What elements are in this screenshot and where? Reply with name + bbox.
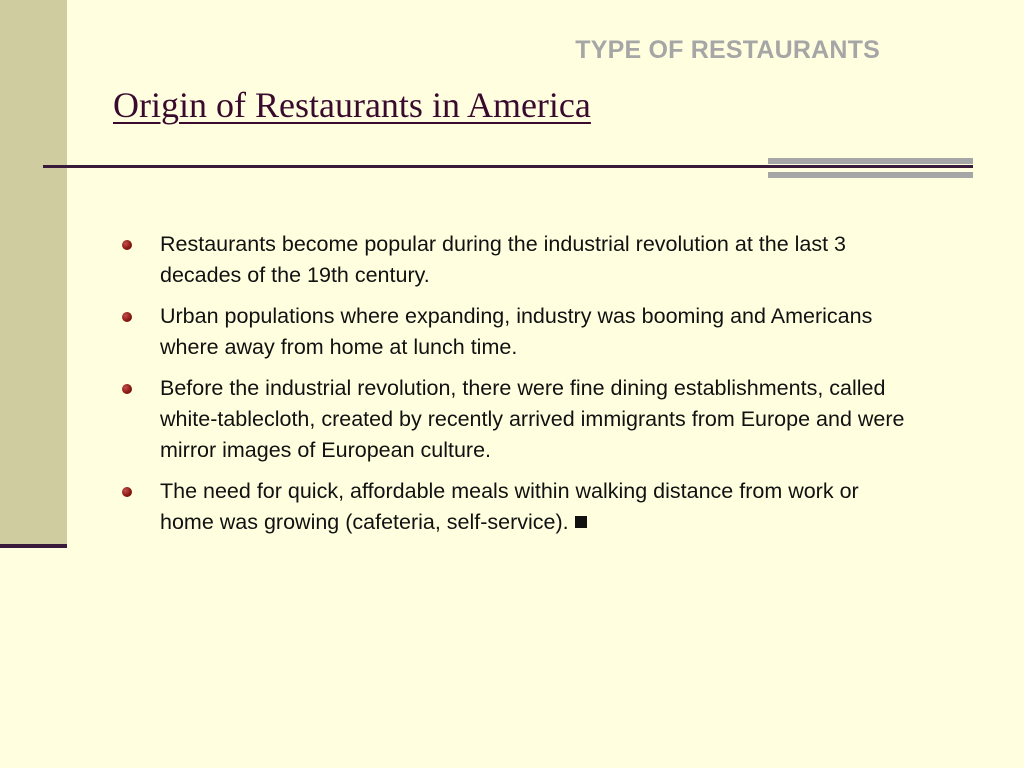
bullet-item (122, 229, 912, 291)
left-decorative-band (0, 0, 67, 545)
bullet-item (122, 373, 912, 466)
bullet-item (122, 301, 912, 363)
black-square-icon (575, 516, 587, 528)
bullet-text: The need for quick, affordable meals within walking distance from work or home was growing (cafeteria, self-service). (160, 479, 859, 534)
header-label: TYPE OF RESTAURANTS (575, 36, 880, 64)
bullet-text: Urban populations where expanding, industry was booming and Americans where away from home at lunch time. (160, 304, 873, 359)
divider-accent-bar-top (768, 158, 973, 164)
divider-accent-bar-bottom (768, 172, 973, 178)
bullet-text: Restaurants become popular during the industrial revolution at the last 3 decades of the 19th century. (160, 232, 847, 287)
bullet-list (122, 229, 912, 548)
bullet-dot-icon (122, 240, 132, 250)
bullet-item (122, 476, 912, 538)
bullet-text: Before the industrial revolution, there were fine dining establishments, called white-tablecloth, created by recently arrived immigrants from Europe and were mirror images of European culture. (160, 376, 905, 462)
bullet-dot-icon (122, 384, 132, 394)
slide-title[interactable]: Origin of Restaurants in America (113, 85, 591, 125)
bullet-dot-icon (122, 487, 132, 497)
divider-accent (768, 157, 973, 179)
left-band-underline (0, 544, 67, 548)
bullet-dot-icon (122, 312, 132, 322)
